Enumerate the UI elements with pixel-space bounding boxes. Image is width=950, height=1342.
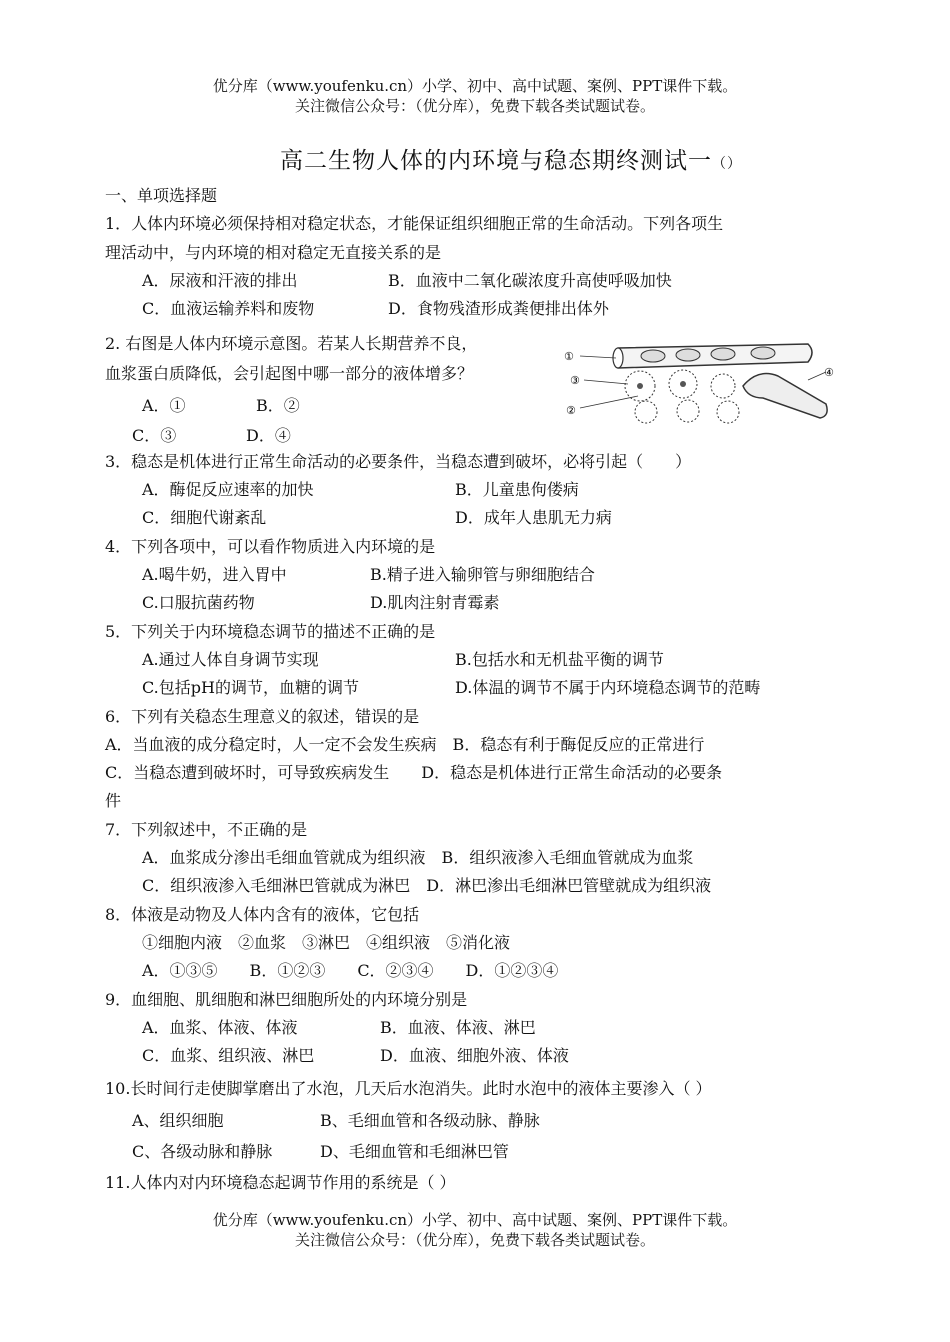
q2-stem-2: 血浆蛋白质降低，会引起图中哪一部分的液体增多？ [105, 364, 474, 383]
label-3: ③ [570, 374, 580, 387]
q9-option-b: B．血液、体液、淋巴 [380, 1018, 536, 1037]
q2-option-c: C．③ [132, 426, 177, 445]
q7-options-ab: A．血浆成分渗出毛细血管就成为组织液 B．组织液渗入毛细血管就成为血浆 [142, 848, 694, 867]
q3-option-d: D．成年人患肌无力病 [455, 508, 612, 527]
q9-option-a: A．血浆、体液、体液 [142, 1018, 298, 1037]
q3-option-c: C．细胞代谢紊乱 [142, 508, 267, 527]
leader-line [580, 356, 616, 358]
label-4: ④ [824, 366, 834, 379]
cell-nucleus [680, 381, 686, 387]
q2-option-a: A．① [142, 396, 186, 415]
q10-option-c: C、各级动脉和静脉 [132, 1142, 273, 1161]
q8-items: ①细胞内液 ②血浆 ③淋巴 ④组织液 ⑤消化液 [142, 933, 511, 952]
q6-stem: 6．下列有关稳态生理意义的叙述，错误的是 [105, 707, 420, 726]
cell-nucleus [637, 383, 643, 389]
q3-stem: 3．稳态是机体进行正常生命活动的必要条件，当稳态遭到破坏，必将引起（ ） [105, 452, 692, 471]
tissue-cell [717, 401, 739, 423]
q10-option-d: D、毛细血管和毛细淋巴管 [320, 1142, 509, 1161]
q2-option-d: D．④ [246, 426, 291, 445]
q2-stem-1: 2. 右图是人体内环境示意图。若某人长期营养不良， [105, 334, 478, 353]
blood-cell [751, 347, 775, 359]
header-line-2: 关注微信公众号：（优分库），免费下载各类试题试卷。 [294, 97, 655, 115]
section-heading: 一、单项选择题 [105, 186, 218, 205]
q11-stem: 11.人体内对内环境稳态起调节作用的系统是（ ） [105, 1173, 456, 1192]
q1-option-b: B．血液中二氧化碳浓度升高使呼吸加快 [388, 271, 672, 290]
q3-option-b: B．儿童患佝偻病 [455, 480, 579, 499]
lymph-capillary [743, 374, 827, 418]
tissue-cell [635, 401, 657, 423]
q1-option-c: C．血液运输养料和废物 [142, 299, 315, 318]
q1-stem-1: 1．人体内环境必须保持相对稳定状态，才能保证组织细胞正常的生命活动。下列各项生 [105, 214, 724, 233]
q4-option-b: B.精子进入输卵管与卵细胞结合 [370, 565, 595, 584]
blood-cell [711, 348, 735, 360]
q10-stem: 10.长时间行走使脚掌磨出了水泡，几天后水泡消失。此时水泡中的液体主要渗入（ ） [105, 1079, 712, 1098]
q9-option-d: D．血液、细胞外液、体液 [380, 1046, 569, 1065]
q6-options-cd-cont: 件 [105, 791, 122, 810]
label-2: ② [566, 404, 576, 417]
footer-line-2: 关注微信公众号：（优分库），免费下载各类试题试卷。 [294, 1231, 655, 1249]
tissue-cell [677, 400, 699, 422]
blood-cell [676, 349, 700, 361]
q7-options-cd: C．组织液渗入毛细淋巴管就成为淋巴 D．淋巴渗出毛细淋巴管壁就成为组织液 [142, 876, 712, 895]
footer [0, 1210, 950, 1250]
q4-option-c: C.口服抗菌药物 [142, 593, 255, 612]
q9-stem: 9．血细胞、肌细胞和淋巴细胞所处的内环境分别是 [105, 990, 468, 1009]
q6-options-ab: A．当血液的成分稳定时，人一定不会发生疾病 B．稳态有利于酶促反应的正常进行 [105, 735, 705, 754]
q8-options: A．①③⑤ B．①②③ C．②③④ D．①②③④ [142, 961, 559, 980]
q5-stem: 5．下列关于内环境稳态调节的描述不正确的是 [105, 622, 436, 641]
header-line-1: 优分库（www.youfenku.cn）小学、初中、高中试题、案例、PPT课件下载。 [212, 77, 738, 95]
q4-option-d: D.肌肉注射青霉素 [370, 593, 500, 612]
blood-cell [641, 350, 665, 362]
q10-option-b: B、毛细血管和各级动脉、静脉 [320, 1111, 540, 1130]
q5-option-b: B.包括水和无机盐平衡的调节 [455, 650, 664, 669]
q3-option-a: A．酶促反应速率的加快 [142, 480, 314, 499]
q10-option-a: A、组织细胞 [132, 1111, 224, 1130]
q5-option-a: A.通过人体自身调节实现 [142, 650, 319, 669]
tissue-cell [711, 374, 735, 398]
footer-line-1: 优分库（www.youfenku.cn）小学、初中、高中试题、案例、PPT课件下载。 [212, 1211, 738, 1229]
page-title [280, 142, 742, 175]
q4-stem: 4．下列各项中，可以看作物质进入内环境的是 [105, 537, 436, 556]
q1-option-d: D．食物残渣形成粪便排出体外 [388, 299, 609, 318]
q8-stem: 8．体液是动物及人体内含有的液体，它包括 [105, 905, 420, 924]
header-top [0, 76, 950, 116]
q1-option-a: A．尿液和汗液的排出 [142, 271, 298, 290]
label-1: ① [564, 350, 574, 363]
q5-option-c: C.包括pH的调节，血糖的调节 [142, 678, 359, 697]
q9-option-c: C．血浆、组织液、淋巴 [142, 1046, 315, 1065]
internal-environment-diagram [558, 336, 838, 426]
title-paren: （） [712, 156, 742, 172]
q6-options-cd: C．当稳态遭到破坏时，可导致疾病发生 D．稳态是机体进行正常生命活动的必要条 [105, 763, 723, 782]
q2-option-b: B．② [256, 396, 300, 415]
q7-stem: 7．下列叙述中，不正确的是 [105, 820, 308, 839]
q1-stem-2: 理活动中，与内环境的相对稳定无直接关系的是 [105, 243, 442, 262]
q4-option-a: A.喝牛奶，进入胃中 [142, 565, 287, 584]
diagram-svg [558, 336, 838, 426]
q5-option-d: D.体温的调节不属于内环境稳态调节的范畴 [455, 678, 761, 697]
leader-line [584, 380, 628, 384]
leader-line [580, 396, 638, 408]
title-text: 高二生物人体的内环境与稳态期终测试一 [280, 148, 712, 174]
